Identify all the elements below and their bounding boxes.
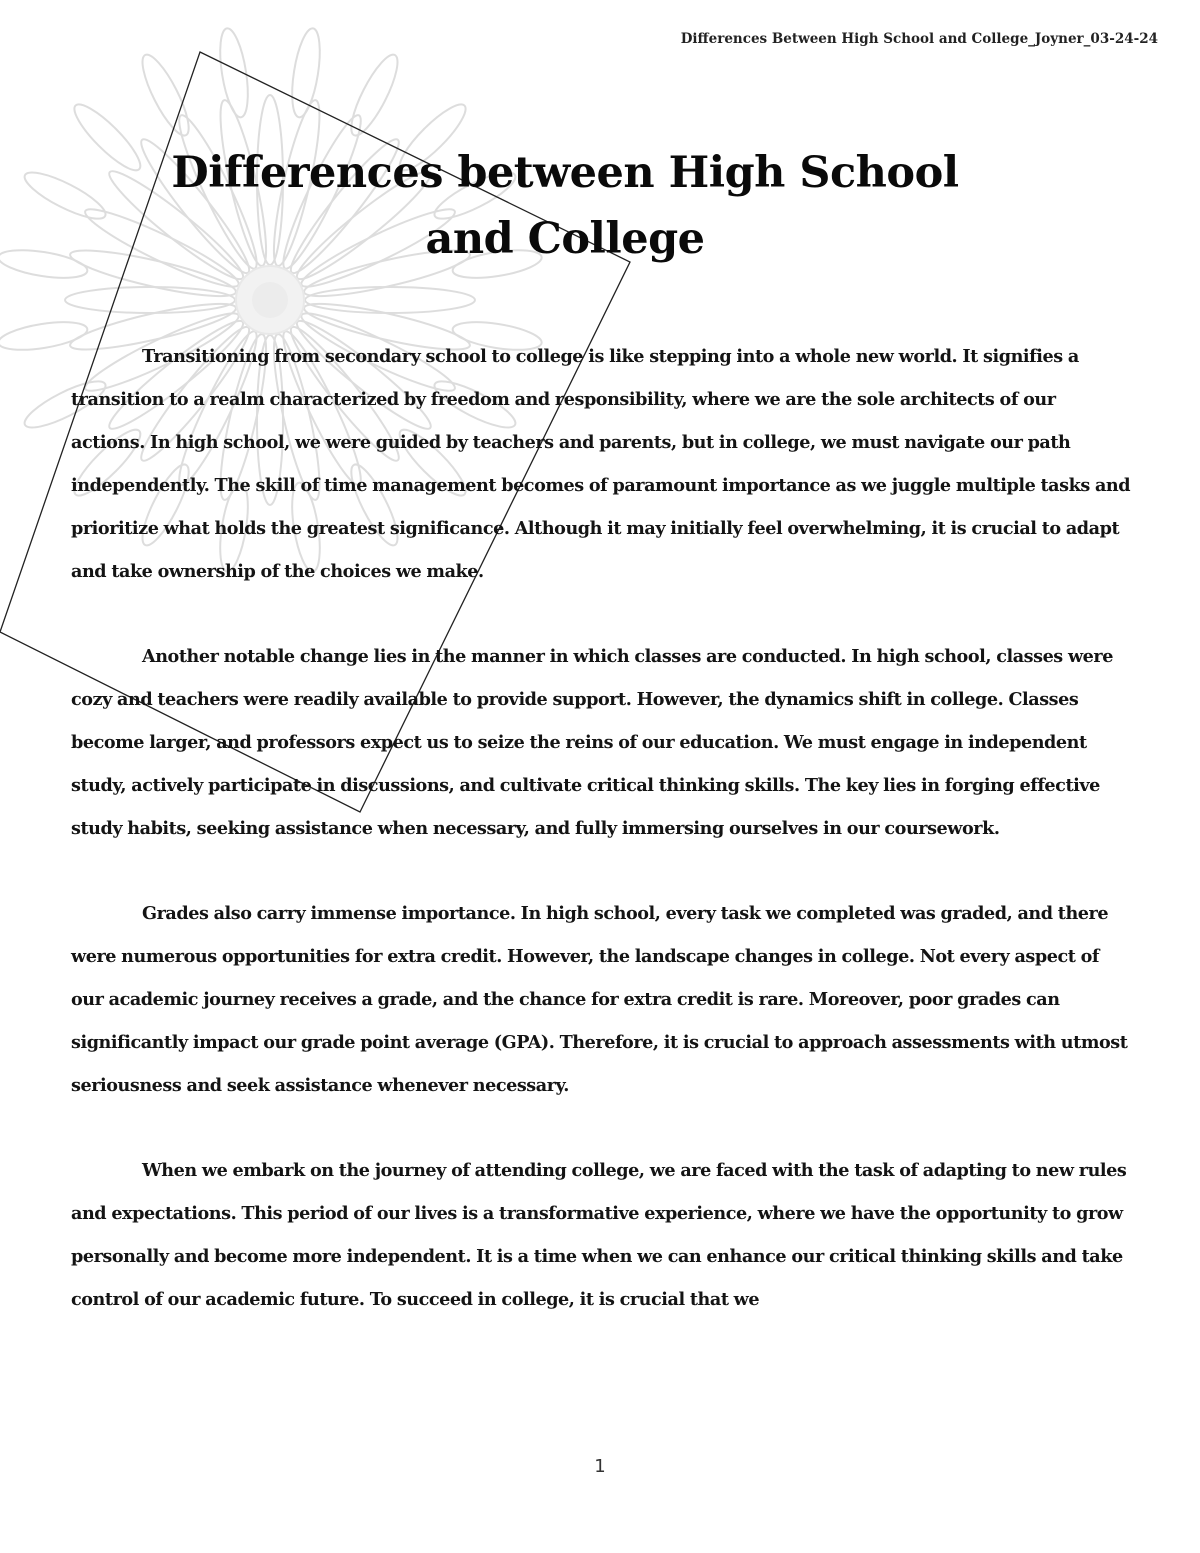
running-head: Differences Between High School and College_Joyner_03-24-24 bbox=[680, 31, 1158, 47]
flower-outer-petal bbox=[67, 97, 148, 178]
flower-outer-petal bbox=[0, 245, 89, 283]
document-title: Differences between High School and College bbox=[171, 148, 959, 264]
page-number: 1 bbox=[594, 1456, 606, 1477]
document-body bbox=[71, 335, 1133, 1363]
flower-outer-petal bbox=[20, 164, 111, 226]
flower-outer-petal bbox=[134, 50, 196, 141]
flower-outer-petal bbox=[215, 27, 253, 120]
paragraph-3: Grades also carry immense importance. In high school, every task we completed was graded, and there were numerous opportunities for extra credit. However, the landscape changes in college. Not every aspect of our academic journey receives a grade, and the chance for extra credit is rare. Moreover, poor grades can significantly impact our grade point average (GPA). Therefore, it is crucial to approach assessments with utmost seriousness and seek assistance whenever necessary. bbox=[71, 903, 1128, 1096]
flower-outer-petal bbox=[343, 50, 405, 141]
paragraph-2: Another notable change lies in the manner in which classes are conducted. In high school, classes were cozy and teachers were readily available to provide support. However, the dynamics shift in college. Classes become larger, and professors expect us to seize the reins of our education. We must engage in independent study, actively participate in discussions, and cultivate critical thinking skills. The key lies in forging effective study habits, seeking assistance when necessary, and fully immersing ourselves in our coursework. bbox=[71, 646, 1113, 839]
flower-petal bbox=[65, 287, 235, 313]
paragraph-4: When we embark on the journey of attending college, we are faced with the task of adapting to new rules and expectations. This period of our lives is a transformative experience, where we have the opportunity to grow personally and become more independent. It is a time when we can enhance our critical thinking skills and take control of our academic future. To succeed in college, it is crucial that we bbox=[71, 1160, 1127, 1310]
flower-petal bbox=[305, 287, 475, 313]
paragraph-1: Transitioning from secondary school to college is like stepping into a whole new world. It signifies a transition to a realm characterized by freedom and responsibility, where we are the sole architects of our actions. In high school, we were guided by teachers and parents, but in college, we must navigate our path independently. The skill of time management becomes of paramount importance as we juggle multiple tasks and prioritize what holds the greatest significance. Although it may initially feel overwhelming, it is crucial to adapt and take ownership of the choices we make. bbox=[71, 346, 1131, 582]
flower-outer-petal bbox=[287, 27, 325, 120]
